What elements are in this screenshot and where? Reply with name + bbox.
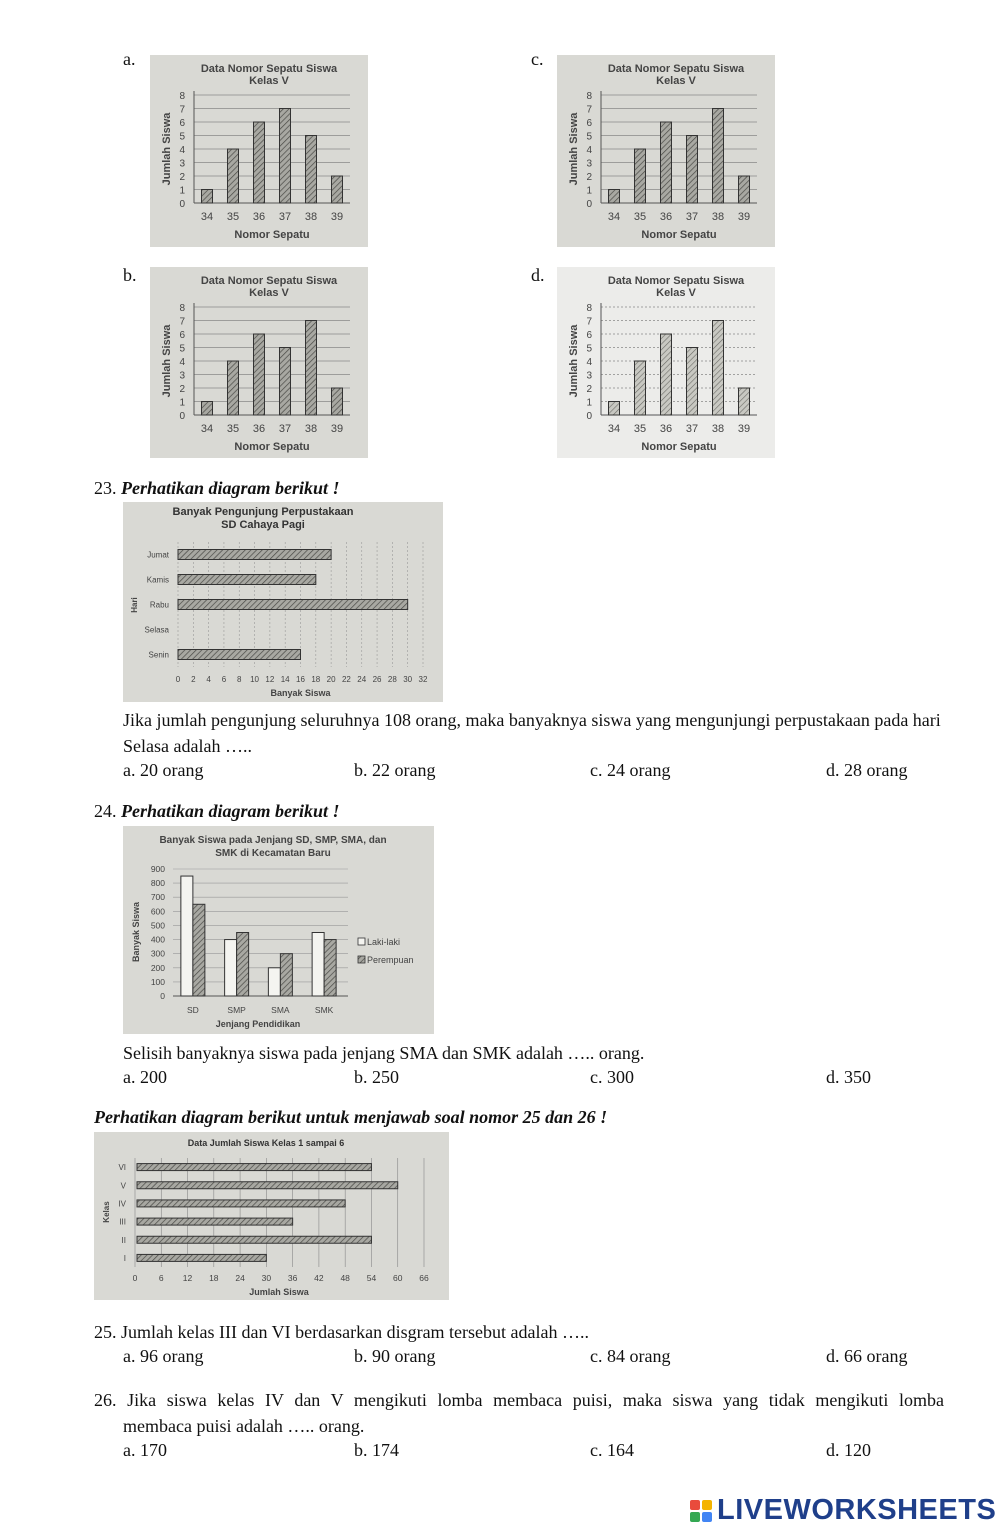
bar-I — [137, 1254, 266, 1261]
x-tick-label: 37 — [685, 211, 699, 223]
chart-d — [557, 267, 775, 458]
y-tick-label: Jumat — [147, 550, 169, 560]
y-tick-label: 7 — [179, 316, 185, 328]
x-tick-label: 35 — [633, 211, 647, 223]
q25-number: 25. — [94, 1322, 117, 1342]
option-label-b: b. — [123, 265, 137, 285]
x-tick-label: 36 — [659, 423, 673, 435]
x-tick-label: 60 — [392, 1273, 403, 1283]
logo-square-4 — [702, 1512, 712, 1522]
y-tick-label: 0 — [179, 411, 185, 422]
y-tick-label: Rabu — [149, 600, 169, 610]
chart-title-line1: Data Nomor Sepatu Siswa — [200, 275, 338, 287]
y-tick-label: II — [121, 1235, 126, 1245]
y-tick-label: III — [119, 1217, 126, 1227]
q26-text-line1: Jika siswa kelas IV dan V mengikuti lomba membaca puisi, maka siswa yang tidak mengikuti lomba — [127, 1390, 944, 1410]
q26-option-d[interactable]: d. 120 — [826, 1440, 871, 1460]
x-tick-label: SMA — [271, 1005, 290, 1015]
bar-38 — [713, 109, 724, 204]
logo-square-3 — [690, 1512, 700, 1522]
y-tick-label: 400 — [150, 934, 165, 945]
x-tick-label: 42 — [314, 1273, 324, 1283]
chart-title-line2: Kelas V — [656, 287, 696, 299]
x-tick-label: 36 — [287, 1273, 298, 1283]
bar-SMK-perempuan — [324, 940, 336, 996]
x-tick-label: 12 — [265, 675, 275, 684]
x-axis-label: Nomor Sepatu — [234, 441, 310, 453]
chart-title-line1: Banyak Pengunjung Perpustakaan — [172, 506, 354, 518]
y-axis-label: Hari — [130, 597, 139, 613]
bar-V — [137, 1182, 398, 1189]
q25-option-c[interactable]: c. 84 orang — [590, 1346, 671, 1366]
q24-heading — [94, 801, 340, 822]
bar-III — [137, 1218, 293, 1225]
x-tick-label: 35 — [226, 423, 240, 435]
q26-option-b[interactable]: b. 174 — [354, 1440, 399, 1460]
y-tick-label: 100 — [150, 976, 165, 987]
y-tick-label: 3 — [586, 158, 592, 170]
bar-Senin — [178, 650, 301, 660]
x-tick-label: SD — [186, 1005, 199, 1015]
x-tick-label: 30 — [261, 1273, 272, 1283]
q26-number: 26. — [94, 1390, 117, 1410]
bar-37 — [280, 348, 291, 416]
bar-Jumat — [178, 550, 331, 560]
x-tick-label: 35 — [226, 211, 240, 223]
x-tick-label: 38 — [304, 423, 318, 435]
y-tick-label: 6 — [179, 118, 185, 129]
x-tick-label: 10 — [250, 675, 260, 684]
bar-SMA-laki-laki — [268, 968, 280, 996]
x-tick-label: 35 — [633, 423, 647, 435]
x-tick-label: 0 — [132, 1273, 138, 1283]
x-tick-label: 66 — [419, 1273, 429, 1283]
bar-35 — [228, 361, 239, 415]
chart-a-panel — [150, 55, 368, 247]
y-tick-label: Kamis — [146, 575, 169, 585]
chart-c — [557, 55, 775, 247]
bar-36 — [661, 122, 672, 203]
y-tick-label: 5 — [586, 131, 592, 143]
y-tick-label: I — [123, 1253, 126, 1263]
y-tick-label: 7 — [179, 104, 185, 116]
y-tick-label: 1 — [179, 185, 185, 197]
q24-text: Selisih banyaknya siswa pada jenjang SMA dan SMK adalah ….. orang. — [123, 1043, 645, 1063]
y-tick-label: 8 — [179, 91, 185, 102]
chart-q25-panel — [94, 1132, 449, 1300]
option-label-c: c. — [531, 49, 544, 69]
y-tick-label: 2 — [586, 384, 592, 395]
y-tick-label: 0 — [160, 991, 165, 1001]
x-tick-label: 34 — [200, 423, 214, 435]
y-tick-label: 500 — [150, 920, 165, 931]
y-tick-label: V — [120, 1181, 126, 1191]
x-axis-label: Nomor Sepatu — [641, 441, 717, 453]
chart-title-line1: Banyak Siswa pada Jenjang SD, SMP, SMA, dan — [159, 835, 387, 846]
x-axis-label: Nomor Sepatu — [234, 229, 310, 241]
chart-title-line2: SMK di Kecamatan Baru — [215, 848, 331, 859]
x-tick-label: 6 — [221, 675, 227, 684]
q23-text: Jika jumlah pengunjung seluruhnya 108 orang, maka banyaknya siswa yang mengunjungi perpustakaan pada hari Selasa adalah ….. — [123, 710, 941, 756]
chart-q24 — [123, 826, 434, 1034]
chart-title: Data Jumlah Siswa Kelas 1 sampai 6 — [187, 1138, 345, 1148]
x-tick-label: 18 — [209, 1273, 219, 1283]
bar-34 — [609, 402, 620, 416]
x-tick-label: 22 — [341, 675, 351, 684]
bar-39 — [332, 176, 343, 203]
y-tick-label: 0 — [179, 199, 185, 210]
chart-title-line1: Data Nomor Sepatu Siswa — [200, 63, 338, 75]
y-axis-label: Kelas — [102, 1201, 111, 1223]
y-tick-label: 4 — [179, 145, 185, 156]
y-tick-label: 900 — [150, 864, 165, 874]
x-tick-label: 54 — [366, 1273, 377, 1283]
y-tick-label: Selasa — [144, 625, 169, 635]
q23-option-c[interactable]: c. 24 orang — [590, 760, 671, 780]
q26-option-c[interactable]: c. 164 — [590, 1440, 634, 1460]
y-tick-label: Senin — [148, 650, 169, 660]
x-tick-label: 18 — [311, 675, 321, 684]
x-tick-label: 24 — [357, 675, 367, 684]
y-tick-label: 8 — [586, 91, 592, 102]
x-tick-label: 38 — [711, 423, 725, 435]
bar-37 — [687, 136, 698, 204]
chart-title-line1: Data Nomor Sepatu Siswa — [607, 63, 745, 75]
y-tick-label: 7 — [586, 104, 592, 116]
bar-SMP-perempuan — [237, 933, 249, 997]
chart-b — [150, 267, 368, 458]
bar-35 — [228, 149, 239, 203]
chart-q24-panel — [123, 826, 434, 1034]
q24-option-a[interactable]: a. 200 — [123, 1067, 167, 1087]
bar-36 — [254, 122, 265, 203]
y-tick-label: 8 — [586, 303, 592, 314]
bar-39 — [739, 388, 750, 415]
bar-IV — [137, 1200, 345, 1207]
y-tick-label: 7 — [586, 316, 592, 328]
x-tick-label: 36 — [252, 423, 266, 435]
q23-option-b[interactable]: b. 22 orang — [354, 760, 436, 780]
bar-37 — [280, 109, 291, 204]
bar-35 — [635, 149, 646, 203]
y-tick-label: 6 — [586, 330, 592, 341]
chart-title-line2: Kelas V — [249, 287, 289, 299]
x-tick-label: SMP — [227, 1005, 246, 1015]
x-tick-label: 24 — [235, 1273, 245, 1283]
q25-option-a[interactable]: a. 96 orang — [123, 1346, 204, 1366]
q23-heading-text: Perhatikan diagram berikut ! — [121, 478, 340, 498]
x-tick-label: 39 — [330, 423, 344, 435]
x-tick-label: SMK — [314, 1005, 334, 1015]
y-tick-label: 1 — [179, 397, 185, 409]
chart-title-line2: Kelas V — [656, 75, 696, 87]
q24-number: 24. — [94, 801, 117, 821]
q25-text: Jumlah kelas III dan VI berdasarkan disgram tersebut adalah ….. — [121, 1322, 590, 1342]
bar-38 — [713, 321, 724, 416]
y-axis-label: Jumlah Siswa — [568, 112, 580, 186]
y-tick-label: 1 — [586, 185, 592, 197]
y-tick-label: 2 — [179, 384, 185, 395]
chart-q25 — [94, 1132, 449, 1300]
x-tick-label: 39 — [737, 211, 751, 223]
chart-b-panel — [150, 267, 368, 458]
q24-heading-text: Perhatikan diagram berikut ! — [121, 801, 340, 821]
chart-title-line2: SD Cahaya Pagi — [221, 519, 305, 531]
q23-number: 23. — [94, 478, 117, 498]
chart-c-panel — [557, 55, 775, 247]
bar-34 — [202, 402, 213, 416]
q23-option-a[interactable]: a. 20 orang — [123, 760, 204, 780]
x-tick-label: 26 — [372, 675, 382, 684]
x-tick-label: 0 — [175, 675, 181, 684]
y-tick-label: 8 — [179, 303, 185, 314]
logo-square-1 — [690, 1500, 700, 1510]
y-tick-label: 0 — [586, 199, 592, 210]
y-tick-label: 6 — [179, 330, 185, 341]
y-tick-label: IV — [118, 1199, 126, 1209]
x-tick-label: 6 — [158, 1273, 164, 1283]
q24-option-d[interactable]: d. 350 — [826, 1067, 871, 1087]
y-tick-label: 200 — [150, 962, 165, 973]
bar-SMP-laki-laki — [225, 940, 237, 996]
x-axis-label: Jenjang Pendidikan — [215, 1019, 301, 1029]
bar-38 — [306, 136, 317, 204]
y-tick-label: 1 — [586, 397, 592, 409]
q25-line — [94, 1319, 589, 1345]
q25-option-d[interactable]: d. 66 orang — [826, 1346, 908, 1366]
y-tick-label: 3 — [586, 370, 592, 382]
bar-SD-perempuan — [193, 904, 205, 996]
y-tick-label: 4 — [586, 145, 592, 156]
x-tick-label: 12 — [182, 1273, 193, 1283]
q24-option-b[interactable]: b. 250 — [354, 1067, 399, 1087]
q26-line1 — [94, 1387, 944, 1413]
x-tick-label: 37 — [278, 211, 292, 223]
chart-q23-panel — [123, 502, 443, 702]
liveworksheets-logo[interactable] — [690, 1494, 996, 1527]
y-tick-label: 300 — [150, 948, 165, 959]
x-tick-label: 37 — [685, 423, 699, 435]
bar-37 — [687, 348, 698, 416]
bar-39 — [332, 388, 343, 415]
y-tick-label: 4 — [586, 357, 592, 368]
y-tick-label: 3 — [179, 158, 185, 170]
legend-label-laki-laki: Laki-laki — [367, 937, 401, 947]
y-axis-label: Jumlah Siswa — [161, 112, 173, 186]
x-tick-label: 37 — [278, 423, 292, 435]
x-tick-label: 14 — [280, 675, 290, 684]
x-tick-label: 2 — [191, 675, 196, 684]
option-label-a: a. — [123, 49, 136, 69]
liveworksheets-logo-text: LIVEWORKSHEETS — [717, 1494, 997, 1526]
x-tick-label: 39 — [330, 211, 344, 223]
bar-Rabu — [178, 600, 408, 610]
y-tick-label: 700 — [150, 892, 165, 903]
q25-option-b[interactable]: b. 90 orang — [354, 1346, 436, 1366]
y-tick-label: 800 — [150, 878, 165, 889]
x-axis-label: Nomor Sepatu — [641, 229, 717, 241]
bar-VI — [137, 1164, 371, 1171]
bar-SD-laki-laki — [181, 876, 193, 996]
x-tick-label: 4 — [206, 675, 211, 684]
y-axis-label: Jumlah Siswa — [161, 324, 173, 398]
y-tick-label: 5 — [179, 343, 185, 355]
x-tick-label: 36 — [659, 211, 673, 223]
chart-title-line2: Kelas V — [249, 75, 289, 87]
bar-Kamis — [178, 575, 316, 585]
bar-34 — [609, 190, 620, 204]
bar-35 — [635, 361, 646, 415]
q2526-heading-text: Perhatikan diagram berikut untuk menjawab soal nomor 25 dan 26 ! — [94, 1107, 608, 1127]
liveworksheets-logo-icon — [690, 1500, 712, 1522]
bar-38 — [306, 321, 317, 416]
bar-36 — [661, 334, 672, 415]
chart-q23 — [123, 502, 443, 702]
legend-swatch-perempuan — [358, 956, 365, 963]
y-tick-label: 2 — [179, 172, 185, 183]
bar-SMK-laki-laki — [312, 933, 324, 997]
x-tick-label: 32 — [418, 675, 428, 684]
x-axis-label: Jumlah Siswa — [249, 1287, 309, 1297]
chart-a — [150, 55, 368, 247]
y-axis-label: Banyak Siswa — [131, 901, 141, 963]
x-tick-label: 38 — [304, 211, 318, 223]
bar-SMA-perempuan — [280, 954, 292, 996]
y-tick-label: 6 — [586, 118, 592, 129]
bar-34 — [202, 190, 213, 204]
x-tick-label: 48 — [340, 1273, 350, 1283]
y-axis-label: Jumlah Siswa — [568, 324, 580, 398]
q23-heading — [94, 478, 340, 499]
legend-swatch-laki-laki — [358, 938, 365, 945]
bar-39 — [739, 176, 750, 203]
x-tick-label: 36 — [252, 211, 266, 223]
q2526-heading — [94, 1107, 607, 1128]
chart-title-line1: Data Nomor Sepatu Siswa — [607, 275, 745, 287]
x-tick-label: 20 — [326, 675, 336, 684]
y-tick-label: 2 — [586, 172, 592, 183]
q23-option-d[interactable]: d. 28 orang — [826, 760, 908, 780]
y-tick-label: 3 — [179, 370, 185, 382]
x-tick-label: 8 — [237, 675, 242, 684]
y-tick-label: 600 — [150, 906, 165, 917]
x-axis-label: Banyak Siswa — [270, 688, 331, 698]
bar-36 — [254, 334, 265, 415]
legend-label-perempuan: Perempuan — [367, 955, 414, 965]
chart-d-panel — [557, 267, 775, 458]
q26-option-a[interactable]: a. 170 — [123, 1440, 167, 1460]
x-tick-label: 28 — [387, 675, 397, 684]
x-tick-label: 16 — [296, 675, 305, 684]
bar-II — [137, 1236, 371, 1243]
x-tick-label: 34 — [607, 423, 621, 435]
x-tick-label: 38 — [711, 211, 725, 223]
y-tick-label: VI — [118, 1163, 126, 1173]
x-tick-label: 34 — [200, 211, 214, 223]
y-tick-label: 4 — [179, 357, 185, 368]
x-tick-label: 34 — [607, 211, 621, 223]
q24-option-c[interactable]: c. 300 — [590, 1067, 634, 1087]
logo-square-2 — [702, 1500, 712, 1510]
x-tick-label: 39 — [737, 423, 751, 435]
y-tick-label: 5 — [179, 131, 185, 143]
x-tick-label: 30 — [403, 675, 413, 684]
y-tick-label: 5 — [586, 343, 592, 355]
option-label-d: d. — [531, 265, 545, 285]
q26-text-line2: membaca puisi adalah ….. orang. — [123, 1416, 365, 1436]
y-tick-label: 0 — [586, 411, 592, 422]
